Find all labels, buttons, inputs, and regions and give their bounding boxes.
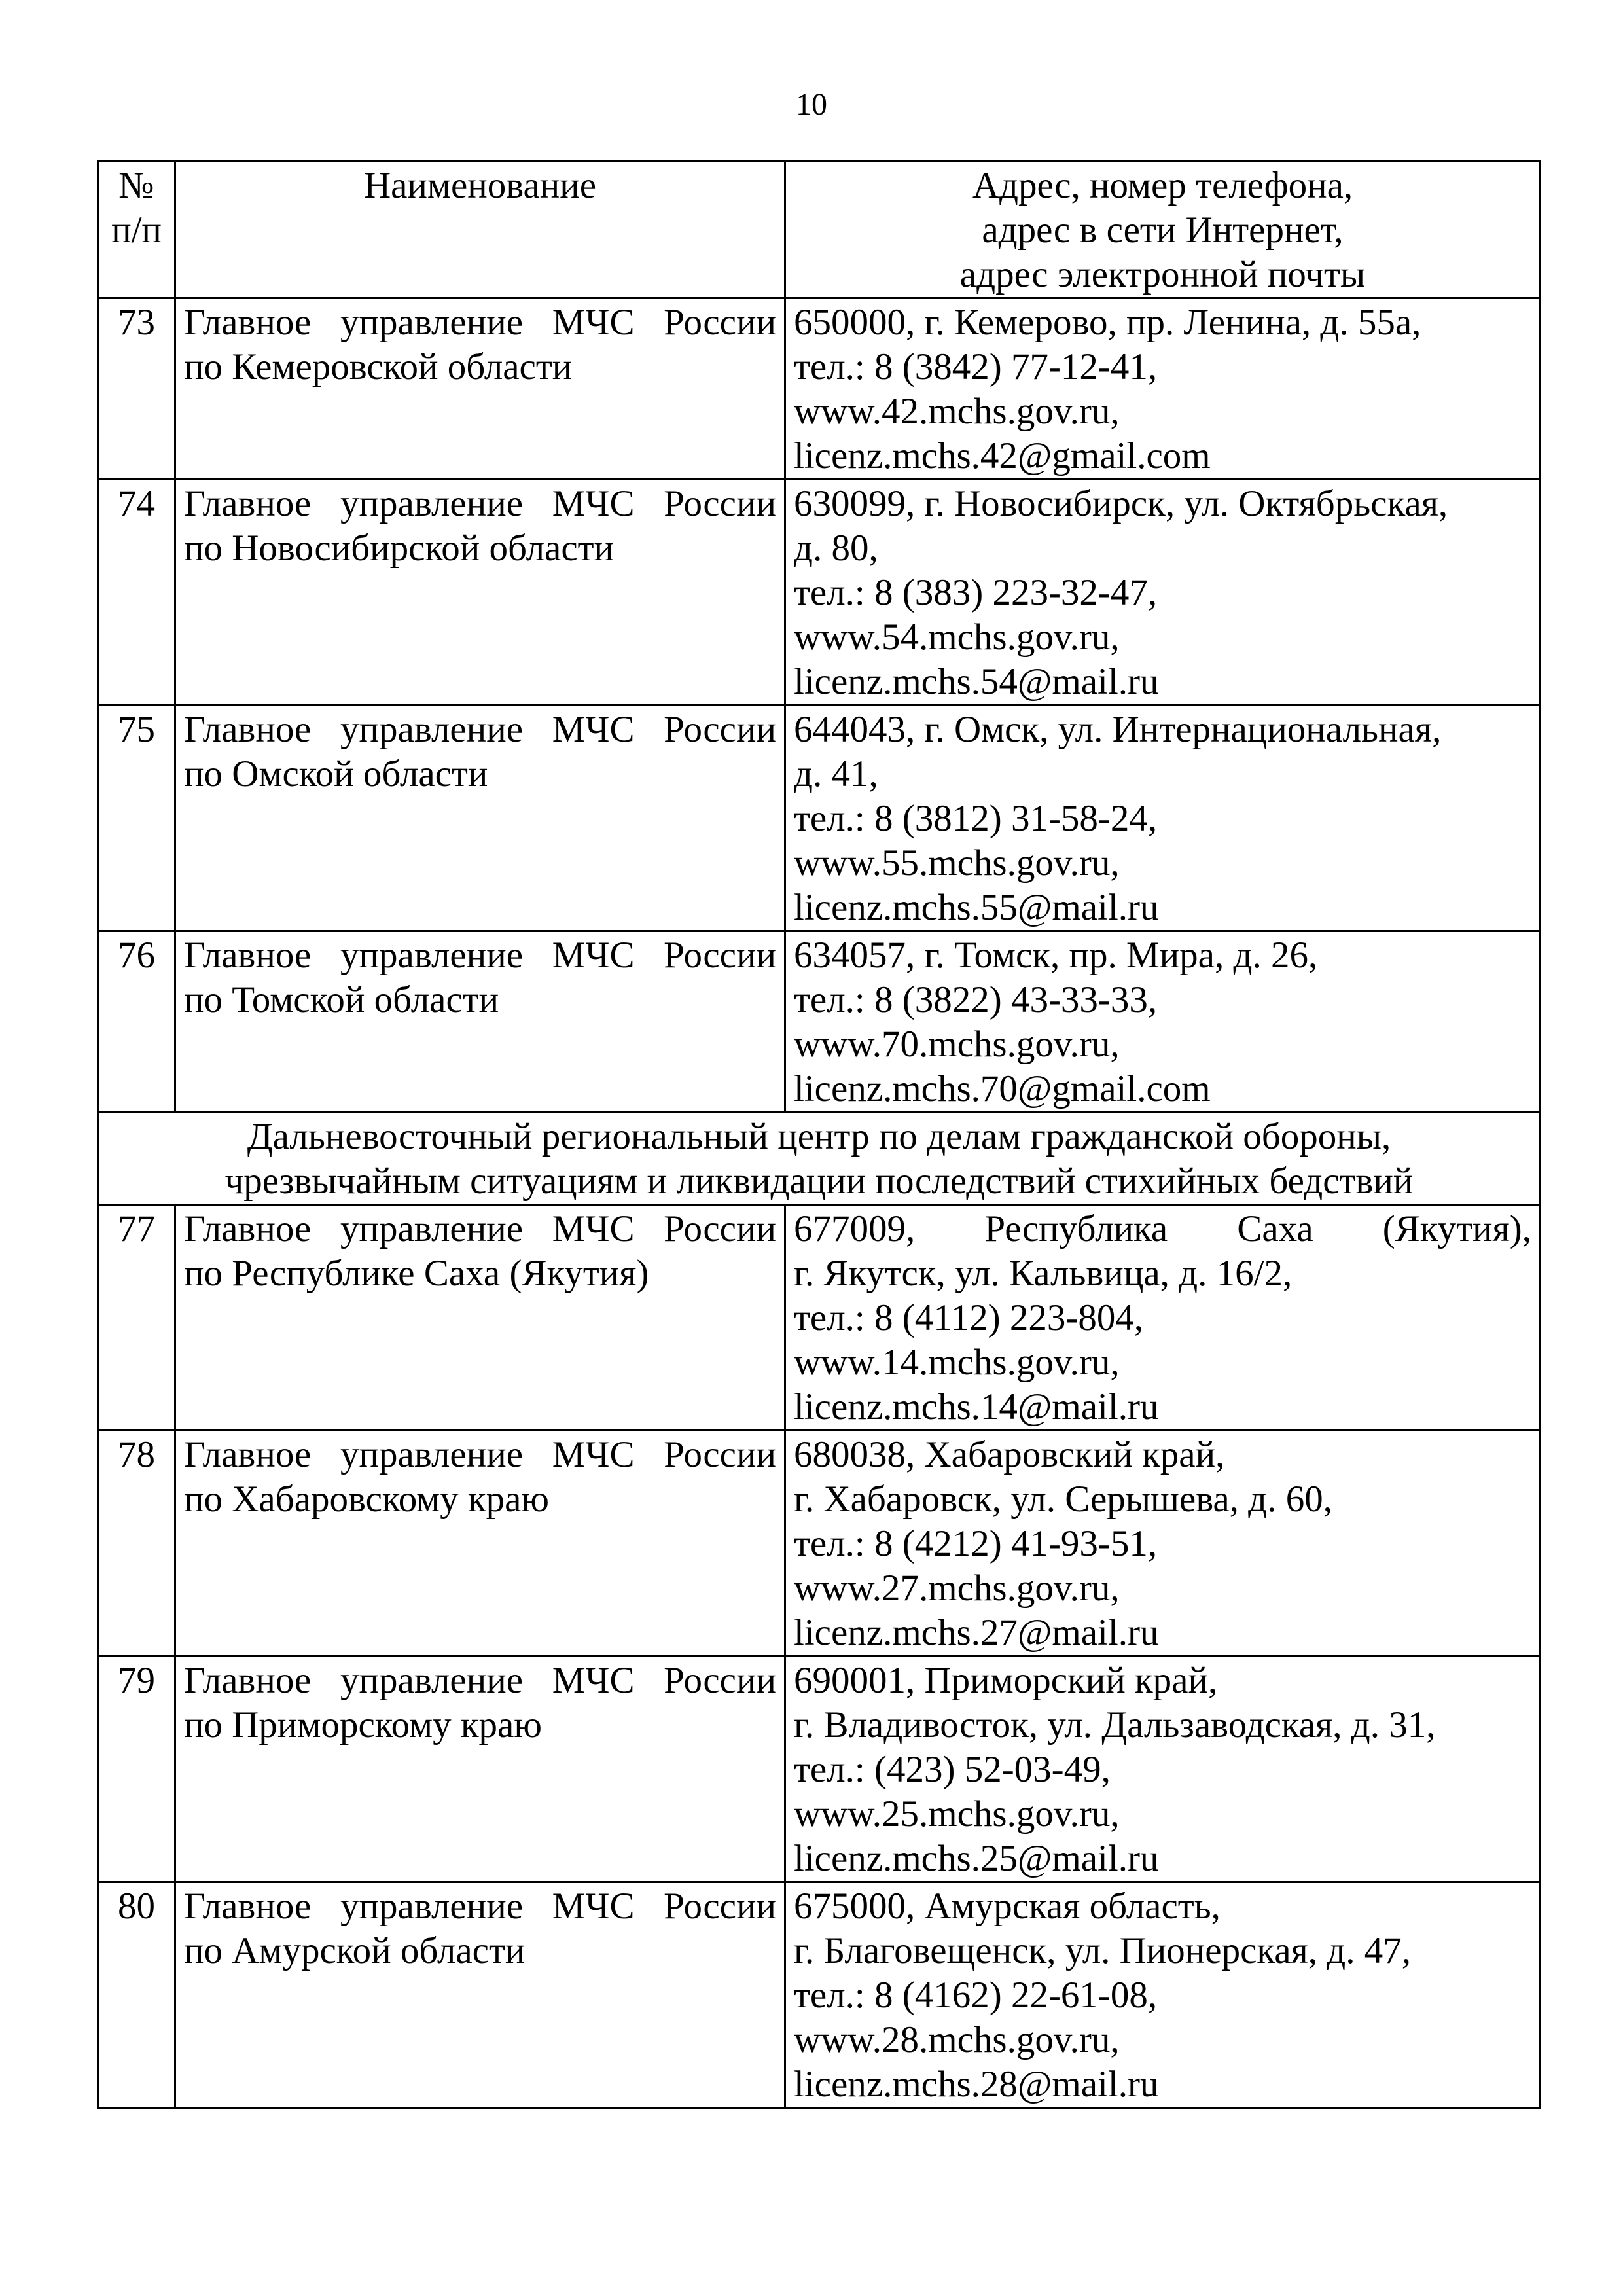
row-website: www.70.mchs.gov.ru, — [794, 1024, 1120, 1065]
row-name — [175, 1882, 785, 2108]
row-number: 75 — [98, 706, 175, 931]
row-name-line: Главное управление МЧС России — [184, 709, 776, 750]
row-website: www.14.mchs.gov.ru, — [794, 1342, 1120, 1383]
row-address — [785, 1205, 1541, 1431]
header-number-column — [98, 162, 175, 298]
header-number-symbol: № — [118, 165, 154, 206]
row-address-line: д. 80, — [794, 528, 878, 569]
table-header-row — [98, 162, 1541, 298]
row-name-line: Главное управление МЧС России — [184, 1660, 776, 1701]
table-row — [98, 1882, 1541, 2108]
table-row — [98, 298, 1541, 480]
row-name-line: по Томской области — [184, 979, 499, 1020]
row-address-line: 650000, г. Кемерово, пр. Ленина, д. 55а, — [794, 302, 1421, 343]
row-website: www.54.mchs.gov.ru, — [794, 617, 1120, 658]
row-email: licenz.mchs.55@mail.ru — [794, 887, 1159, 928]
row-name — [175, 298, 785, 480]
row-name — [175, 706, 785, 931]
row-email: licenz.mchs.54@mail.ru — [794, 661, 1159, 702]
row-email: licenz.mchs.25@mail.ru — [794, 1838, 1159, 1879]
section-heading-line: Дальневосточный региональный центр по делам гражданской обороны, — [247, 1116, 1391, 1157]
section-row — [98, 1113, 1541, 1205]
row-name-line: Главное управление МЧС России — [184, 483, 776, 524]
row-name — [175, 931, 785, 1113]
row-address — [785, 931, 1541, 1113]
row-address — [785, 480, 1541, 706]
row-name-line: по Республике Саха (Якутия) — [184, 1253, 649, 1294]
registry-table — [97, 160, 1541, 2109]
row-name-line: по Новосибирской области — [184, 528, 615, 569]
header-name-label: Наименование — [363, 165, 597, 206]
header-address-column — [785, 162, 1541, 298]
row-name-line: Главное управление МЧС России — [184, 935, 776, 976]
row-phone: тел.: 8 (3812) 31-58-24, — [794, 798, 1158, 839]
row-name-line: Главное управление МЧС России — [184, 302, 776, 343]
row-website: www.55.mchs.gov.ru, — [794, 842, 1120, 884]
header-name-column — [175, 162, 785, 298]
row-address-line: г. Владивосток, ул. Дальзаводская, д. 31, — [794, 1704, 1436, 1746]
row-address-line: 644043, г. Омск, ул. Интернациональная, — [794, 709, 1442, 750]
row-address-line: 680038, Хабаровский край, — [794, 1434, 1225, 1475]
row-address-line: 690001, Приморский край, — [794, 1660, 1218, 1701]
row-address-line: 634057, г. Томск, пр. Мира, д. 26, — [794, 935, 1318, 976]
row-address-line: г. Якутск, ул. Кальвица, д. 16/2, — [794, 1253, 1293, 1294]
table-row — [98, 931, 1541, 1113]
row-name — [175, 1657, 785, 1882]
row-address-line: г. Хабаровск, ул. Серышева, д. 60, — [794, 1479, 1332, 1520]
row-email: licenz.mchs.28@mail.ru — [794, 2064, 1159, 2105]
row-address — [785, 298, 1541, 480]
section-heading — [98, 1113, 1541, 1205]
row-address — [785, 1431, 1541, 1657]
row-email: licenz.mchs.14@mail.ru — [794, 1386, 1159, 1427]
table-row — [98, 480, 1541, 706]
row-name-line: по Приморскому краю — [184, 1704, 542, 1746]
row-email: licenz.mchs.27@mail.ru — [794, 1612, 1159, 1653]
header-address-line: адрес электронной почты — [959, 254, 1366, 295]
row-number: 80 — [98, 1882, 175, 2108]
row-number: 76 — [98, 931, 175, 1113]
row-address-line: 675000, Амурская область, — [794, 1886, 1221, 1927]
header-address-line: адрес в сети Интернет, — [982, 209, 1344, 251]
table-row — [98, 706, 1541, 931]
row-number: 78 — [98, 1431, 175, 1657]
row-name — [175, 480, 785, 706]
row-name-line: Главное управление МЧС России — [184, 1886, 776, 1927]
header-number-abbrev: п/п — [111, 209, 162, 251]
row-name — [175, 1431, 785, 1657]
row-address-line: 677009, Республика Саха (Якутия), — [794, 1208, 1531, 1249]
row-phone: тел.: 8 (4112) 223-804, — [794, 1297, 1144, 1338]
row-number: 74 — [98, 480, 175, 706]
row-website: www.27.mchs.gov.ru, — [794, 1568, 1120, 1609]
row-name-line: по Кемеровской области — [184, 346, 573, 387]
table-row — [98, 1657, 1541, 1882]
row-address-line: г. Благовещенск, ул. Пионерская, д. 47, — [794, 1930, 1412, 1971]
row-phone: тел.: 8 (383) 223-32-47, — [794, 572, 1158, 613]
row-website: www.28.mchs.gov.ru, — [794, 2019, 1120, 2060]
row-name-line: по Омской области — [184, 753, 488, 795]
row-phone: тел.: 8 (4212) 41-93-51, — [794, 1523, 1158, 1564]
row-number: 77 — [98, 1205, 175, 1431]
page-number: 10 — [796, 87, 827, 122]
row-name — [175, 1205, 785, 1431]
row-phone: тел.: (423) 52-03-49, — [794, 1749, 1111, 1790]
row-email: licenz.mchs.70@gmail.com — [794, 1068, 1211, 1109]
row-phone: тел.: 8 (3842) 77-12-41, — [794, 346, 1158, 387]
header-address-line: Адрес, номер телефона, — [972, 165, 1353, 206]
row-website: www.25.mchs.gov.ru, — [794, 1793, 1120, 1835]
table-row — [98, 1205, 1541, 1431]
row-address — [785, 1657, 1541, 1882]
row-number: 79 — [98, 1657, 175, 1882]
row-name-line: Главное управление МЧС России — [184, 1434, 776, 1475]
row-phone: тел.: 8 (3822) 43-33-33, — [794, 979, 1158, 1020]
section-heading-line: чрезвычайным ситуациям и ликвидации последствий стихийных бедствий — [224, 1160, 1414, 1202]
table-row — [98, 1431, 1541, 1657]
row-name-line: по Хабаровскому краю — [184, 1479, 550, 1520]
row-website: www.42.mchs.gov.ru, — [794, 391, 1120, 432]
row-name-line: Главное управление МЧС России — [184, 1208, 776, 1249]
row-address-line: 630099, г. Новосибирск, ул. Октябрьская, — [794, 483, 1448, 524]
row-number: 73 — [98, 298, 175, 480]
row-address — [785, 706, 1541, 931]
row-phone: тел.: 8 (4162) 22-61-08, — [794, 1975, 1158, 2016]
row-address — [785, 1882, 1541, 2108]
row-email: licenz.mchs.42@gmail.com — [794, 435, 1211, 476]
row-name-line: по Амурской области — [184, 1930, 526, 1971]
row-address-line: д. 41, — [794, 753, 878, 795]
